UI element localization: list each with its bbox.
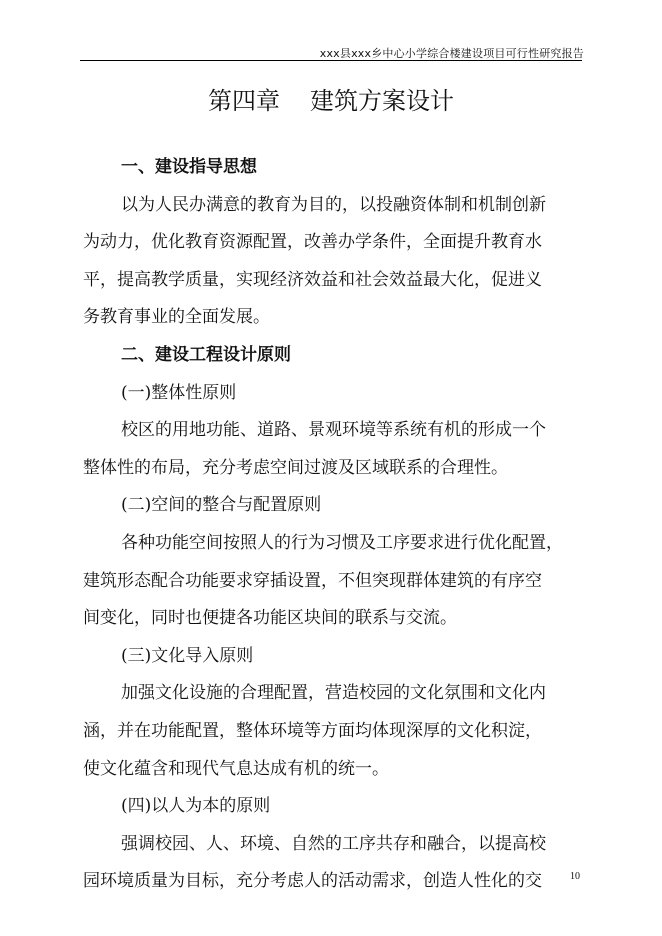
paragraph-line: 校区的用地功能、道路、景观环境等系统有机的形成一个 [121, 420, 546, 441]
chapter-number: 第四章 [208, 87, 280, 115]
header-rule [80, 60, 582, 61]
paragraph-line: 各种功能空间按照人的行为习惯及工序要求进行优化配置， [121, 532, 563, 553]
page-number: 10 [570, 871, 580, 882]
paragraph-line: 间变化，同时也便捷各功能区块间的联系与交流。 [83, 608, 457, 629]
paragraph-line: 园环境质量为目标，充分考虑人的活动需求，创造人性化的交 [83, 871, 542, 892]
paragraph-line: 加强文化设施的合理配置，营造校园的文化氛围和文化内 [121, 683, 546, 704]
paragraph-line: 为动力，优化教育资源配置，改善办学条件，全面提升教育水 [83, 232, 542, 253]
subheading: (二)空间的整合与配置原则 [121, 495, 322, 516]
paragraph-line: 平，提高教学质量，实现经济效益和社会效益最大化，促进义 [83, 269, 542, 290]
paragraph-line: 建筑形态配合功能要求穿插设置，不但突现群体建筑的有序空 [83, 570, 542, 591]
section-heading-2: 二、建设工程设计原则 [121, 344, 291, 365]
chapter-name: 建筑方案设计 [310, 87, 454, 115]
subheading: (四)以人为本的原则 [121, 796, 271, 817]
paragraph-line: 务教育事业的全面发展。 [83, 307, 270, 328]
chapter-title [0, 81, 662, 116]
subheading: (一)整体性原则 [121, 382, 237, 403]
paragraph-line: 整体性的布局，充分考虑空间过渡及区域联系的合理性。 [83, 457, 508, 478]
subheading: (三)文化导入原则 [121, 645, 254, 666]
paragraph-line: 以为人民办满意的教育为目的，以投融资体制和机制创新 [121, 194, 546, 215]
running-header-text: xxx县xxx乡中心小学综合楼建设项目可行性研究报告 [319, 47, 584, 60]
section-heading-1: 一、建设指导思想 [121, 157, 257, 177]
body-text [83, 149, 583, 901]
paragraph-line: 涵，并在功能配置，整体环境等方面均体现深厚的文化积淀， [83, 720, 542, 741]
paragraph-line: 强调校园、人、环境、自然的工序共存和融合，以提高校 [121, 833, 546, 854]
paragraph-line: 使文化蕴含和现代气息达成有机的统一。 [83, 758, 389, 779]
